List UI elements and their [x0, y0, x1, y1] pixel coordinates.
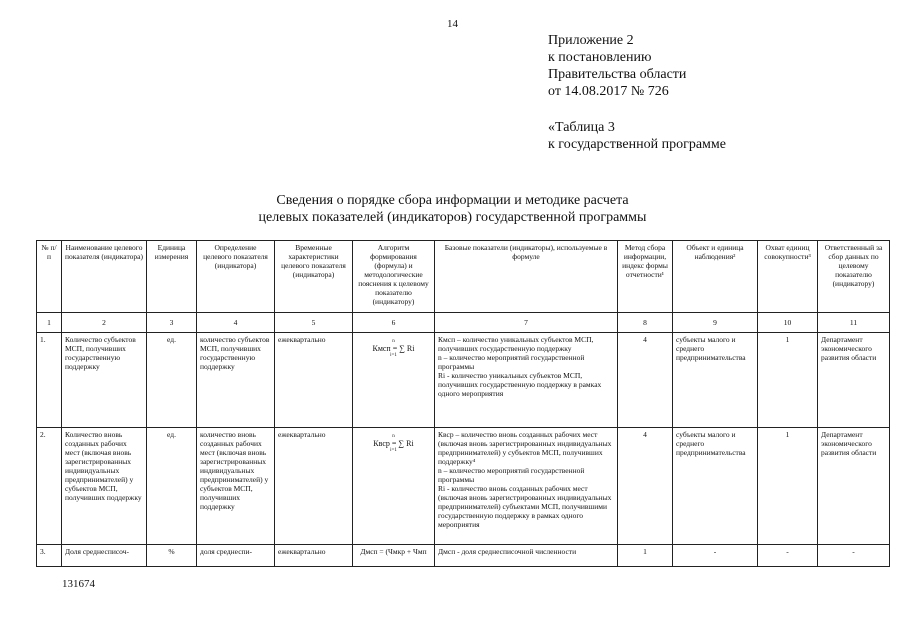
column-number: 11: [818, 313, 890, 333]
collection-method: 1: [618, 545, 673, 567]
header-cell: Единица измерения: [147, 241, 197, 313]
indicator-definition: доля среднеспи-: [197, 545, 275, 567]
time-characteristic: ежеквартально: [275, 333, 353, 428]
page-number: 14: [447, 18, 458, 30]
appendix-line: Правительства области: [548, 67, 687, 82]
column-number: 2: [62, 313, 147, 333]
formula-cell: [353, 428, 435, 545]
appendix-reference: [548, 32, 686, 100]
header-cell: № п/п: [37, 241, 62, 313]
column-number: 10: [758, 313, 818, 333]
coverage: 1: [758, 333, 818, 428]
unit: ед.: [147, 333, 197, 428]
formula-lower-limit: i=1: [390, 448, 397, 453]
responsible: Департамент экономического развития области: [818, 428, 890, 545]
header-cell: Алгоритм формирования (формула) и методологические пояснения к целевому показателю (индикатору): [353, 241, 435, 313]
table-reference: [548, 119, 726, 153]
formula-upper-limit: n: [392, 434, 395, 439]
table-row: [37, 545, 890, 567]
document-title: [0, 192, 905, 226]
formula: Квср = ∑ Ri: [373, 439, 414, 448]
column-number: 5: [275, 313, 353, 333]
title-line: Сведения о порядке сбора информации и методике расчета: [276, 193, 629, 208]
row-number: 2.: [37, 428, 62, 545]
header-row: [37, 241, 890, 313]
appendix-line: от 14.08.2017 № 726: [548, 84, 669, 99]
header-cell: Охват единиц совокупности³: [758, 241, 818, 313]
header-cell: Временные характеристики целевого показателя (индикатора): [275, 241, 353, 313]
column-number: 9: [673, 313, 758, 333]
indicators-table-wrapper: [36, 240, 889, 567]
observation-object: -: [673, 545, 758, 567]
indicator-definition: количество субъектов МСП, получивших государственную поддержку: [197, 333, 275, 428]
column-number: 6: [353, 313, 435, 333]
header-cell: Наименование целевого показателя (индикатора): [62, 241, 147, 313]
document-code: 131674: [62, 578, 95, 590]
table-ref-line: «Таблица 3: [548, 120, 615, 135]
header-cell: Базовые показатели (индикаторы), используемые в формуле: [435, 241, 618, 313]
column-number: 3: [147, 313, 197, 333]
indicator-definition: количество вновь созданных рабочих мест (включая вновь зарегистрированных индивидуальных предпринимателей) у субъектов МСП, получивших поддержку: [197, 428, 275, 545]
responsible: Департамент экономического развития области: [818, 333, 890, 428]
indicators-table: [36, 240, 890, 567]
responsible: -: [818, 545, 890, 567]
unit: ед.: [147, 428, 197, 545]
title-line: целевых показателей (индикаторов) государственной программы: [258, 210, 647, 225]
row-number: 3.: [37, 545, 62, 567]
indicator-name: Количество субъектов МСП, получивших государственную поддержку: [62, 333, 147, 428]
row-number: 1.: [37, 333, 62, 428]
coverage: -: [758, 545, 818, 567]
base-indicators: Дмсп - доля среднесписочной численности: [435, 545, 618, 567]
formula-lower-limit: i=1: [390, 353, 397, 358]
header-cell: Объект и единица наблюдения²: [673, 241, 758, 313]
header-cell: Метод сбора информации, индекс формы отчетности¹: [618, 241, 673, 313]
base-indicators: Квср – количество вновь созданных рабочих мест (включая вновь зарегистрированных индивидуальных предпринимателей) у субъектов МСП, получивших поддержку⁴ n – количество мероприятий государственной программы Ri - количество вновь созданных рабочих мест (включая вновь зарегистрированных индивидуальных предпринимателей) субъектами МСП, получившими государственную поддержку в рамках одного мероприятия: [435, 428, 618, 545]
collection-method: 4: [618, 428, 673, 545]
coverage: 1: [758, 428, 818, 545]
header-cell: Ответственный за сбор данных по целевому показателю (индикатору): [818, 241, 890, 313]
observation-object: субъекты малого и среднего предпринимательства: [673, 333, 758, 428]
unit: %: [147, 545, 197, 567]
formula: Дмсп = (Чмкр + Чмп: [360, 547, 427, 556]
indicator-name: Количество вновь созданных рабочих мест (включая вновь зарегистрированных индивидуальных предпринимателей) у субъектов МСП, получивших поддержку: [62, 428, 147, 545]
formula: Кмсп = ∑ Ri: [372, 344, 415, 353]
header-cell: Определение целевого показателя (индикатора): [197, 241, 275, 313]
column-number-row: [37, 313, 890, 333]
time-characteristic: ежеквартально: [275, 545, 353, 567]
indicator-name: Доля среднесписоч-: [62, 545, 147, 567]
column-number: 8: [618, 313, 673, 333]
base-indicators: Кмсп – количество уникальных субъектов МСП, получивших государственную поддержку n – количество мероприятий государственной программы Ri - количество уникальных субъектов МСП, получивших государственную поддержку в рамках одного мероприятия: [435, 333, 618, 428]
observation-object: субъекты малого и среднего предпринимательства: [673, 428, 758, 545]
table-row: [37, 428, 890, 545]
appendix-line: Приложение 2: [548, 33, 634, 48]
table-row: [37, 333, 890, 428]
time-characteristic: ежеквартально: [275, 428, 353, 545]
column-number: 7: [435, 313, 618, 333]
formula-upper-limit: n: [392, 339, 395, 344]
formula-cell: [353, 333, 435, 428]
column-number: 1: [37, 313, 62, 333]
table-ref-line: к государственной программе: [548, 137, 726, 152]
collection-method: 4: [618, 333, 673, 428]
column-number: 4: [197, 313, 275, 333]
formula-cell: [353, 545, 435, 567]
appendix-line: к постановлению: [548, 50, 652, 65]
